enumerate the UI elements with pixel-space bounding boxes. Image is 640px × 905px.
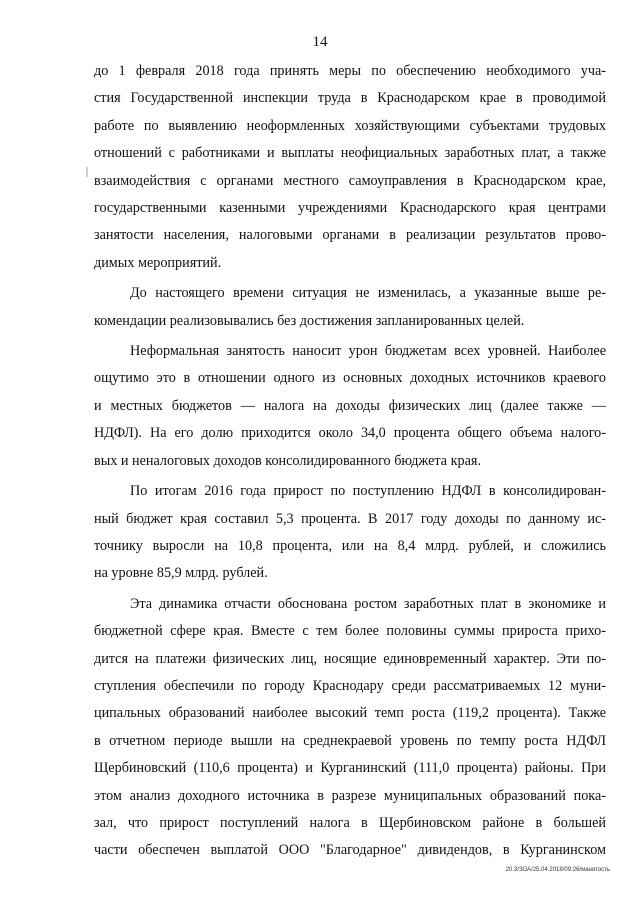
paragraph <box>94 478 606 588</box>
text-line: До настоящего времени ситуация не изменилась, а указанные выше ре- <box>130 285 606 302</box>
text-line: ступления обеспечили по городу Краснодару среди рассматриваемых 12 муни- <box>94 677 606 694</box>
text-line: ципальных образований наиболее высокий темп роста (119,2 процента). Также <box>94 705 606 722</box>
paragraph <box>94 338 606 475</box>
paragraph <box>94 58 606 277</box>
text-line: Эта динамика отчасти обоснована ростом заработных плат в экономике и <box>130 595 606 612</box>
paragraph <box>94 591 606 865</box>
text-line: Щербиновский (110,6 процента) и Курганинский (111,0 процента) районы. При <box>94 760 606 777</box>
text-line: Неформальная занятость наносит урон бюджетам всех уровней. Наиболее <box>130 343 606 360</box>
text-line: этом анализ доходного источника в разрезе муниципальных образований пока- <box>94 787 606 804</box>
margin-mark <box>86 167 88 177</box>
text-line: По итогам 2016 года прирост по поступлению НДФЛ в консолидирован- <box>130 483 606 500</box>
text-line: зал, что прирост поступлений налога в Щербиновском районе в большей <box>94 814 606 831</box>
text-line: ощутимо это в отношении одного из основных доходных источников краевого <box>94 370 606 387</box>
text-line: на уровне 85,9 млрд. рублей. <box>94 565 268 582</box>
text-line: комендации реализовывались без достижения запланированных целей. <box>94 312 525 329</box>
paragraph <box>94 280 606 335</box>
page-number: 14 <box>312 34 328 50</box>
text-line: дится на платежи физических лиц, носящие единовременный характер. Эти по- <box>94 650 606 667</box>
text-line: работе по выявлению неоформленных хозяйствующими субъектами трудовых <box>94 117 606 134</box>
text-line: бюджетной сфере края. Вместе с тем более половины суммы прироста прихо- <box>94 623 606 640</box>
text-line: в отчетном периоде вышли на среднекраевой уровень по темпу роста НДФЛ <box>94 732 606 749</box>
text-line: и местных бюджетов — налога на доходы физических лиц (далее также — <box>94 397 606 414</box>
text-line: государственными казенными учреждениями Краснодарского края центрами <box>94 200 606 217</box>
text-line: стия Государственной инспекции труда в Краснодарском крае в проводимой <box>94 90 606 107</box>
text-line: части обеспечен выплатой ООО "Благодарное" дивидендов, в Курганинском <box>94 842 606 859</box>
footer-code: 20.3/ЗОА/25.04.2018/09:26/манятость <box>505 867 610 873</box>
text-line: отношений с работниками и выплаты неофициальных заработных плат, а также <box>94 145 606 162</box>
text-line: димых мероприятий. <box>94 254 222 271</box>
text-line: ный бюджет края составил 5,3 процента. В 2017 году доходы по данному ис- <box>94 510 606 527</box>
text-line: точнику выросли на 10,8 процента, или на 8,4 млрд. рублей, и сложились <box>94 537 606 554</box>
text-line: занятости населения, налоговыми органами в реализации результатов прово- <box>94 227 606 244</box>
text-line: НДФЛ). На его долю приходится около 34,0 процента общего объема налого- <box>94 425 606 442</box>
body-text <box>94 58 606 868</box>
text-line: вых и неналоговых доходов консолидированного бюджета края. <box>94 452 482 469</box>
text-line: взаимодействия с органами местного самоуправления в Краснодарском крае, <box>94 172 606 189</box>
text-line: до 1 февраля 2018 года принять меры по обеспечению необходимого уча- <box>94 63 606 79</box>
